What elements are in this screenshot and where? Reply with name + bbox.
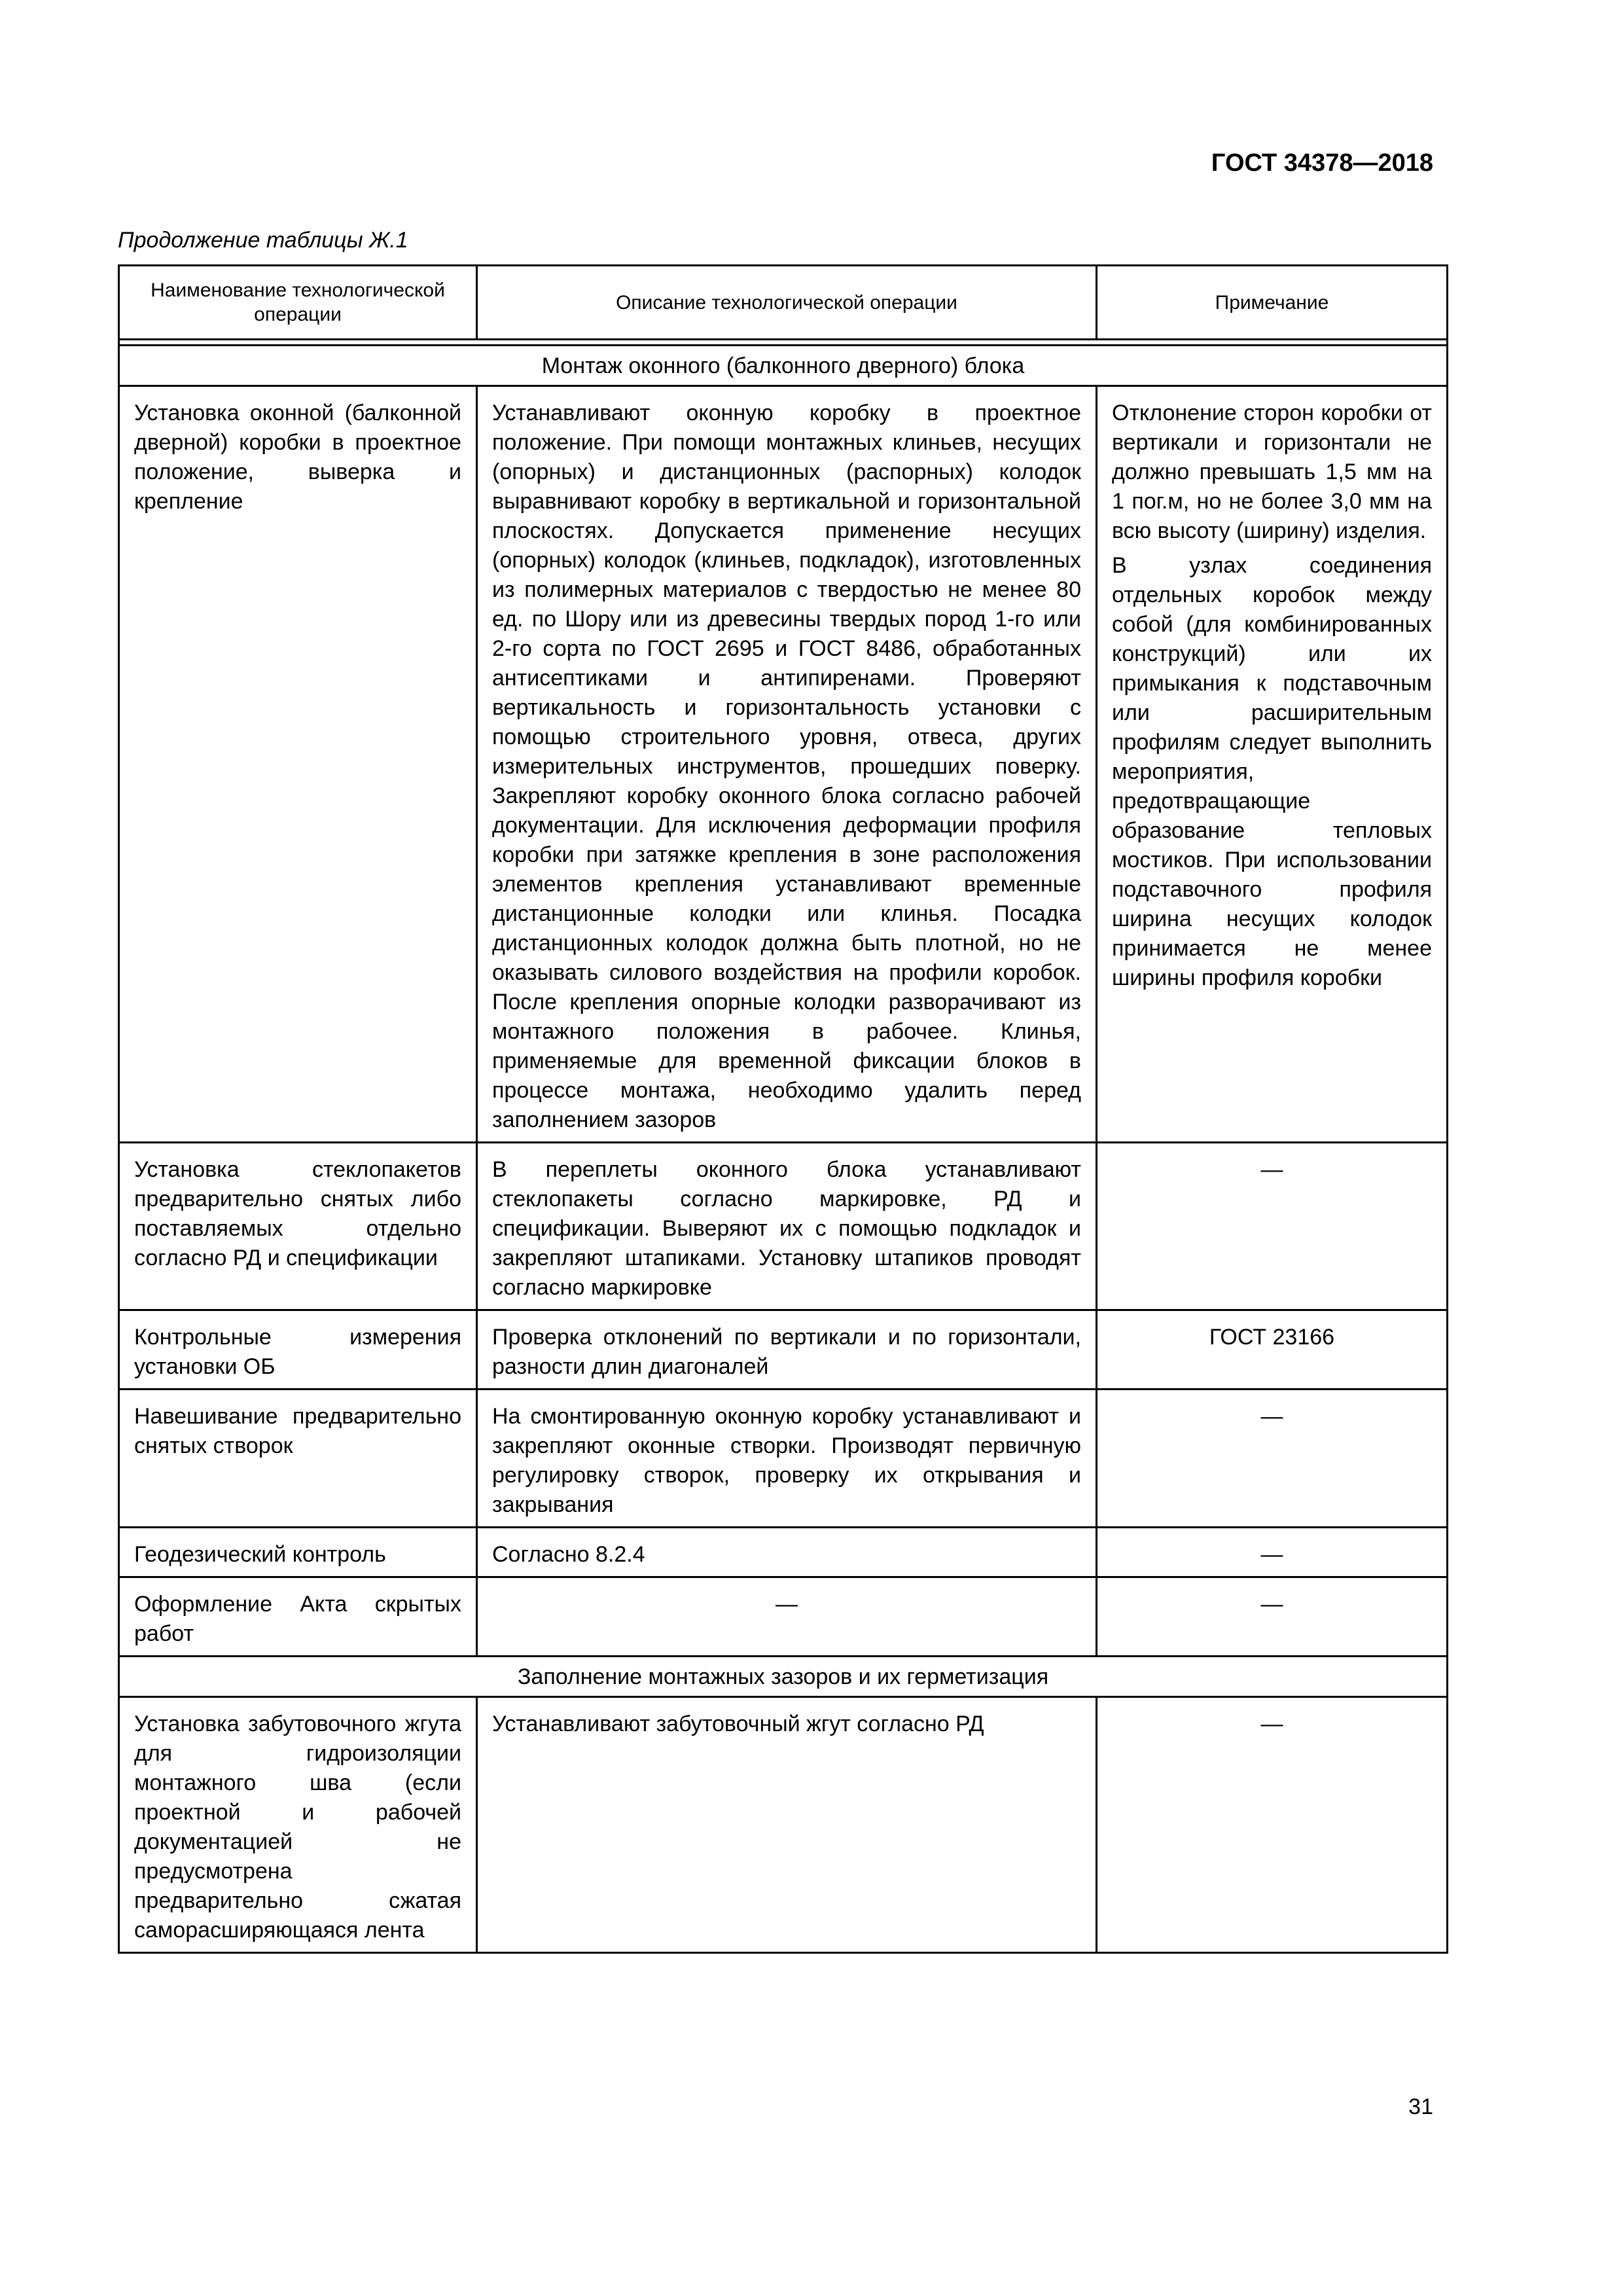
section-row (119, 1657, 1448, 1697)
operation-name-cell: Оформление Акта скрытых работ (119, 1577, 477, 1657)
section-row (119, 346, 1448, 386)
note-paragraph: Отклонение сторон коробки от вертикали и горизонтали не должно превышать 1,5 мм на 1 пог.м, но не более 3,0 мм на всю высоту (ширину) изделия. (1112, 401, 1432, 543)
operation-name-cell: Установка оконной (балконной дверной) коробки в проектное положение, выверка и крепление (119, 386, 477, 1143)
table-row (119, 386, 1448, 1143)
table-row (119, 1697, 1448, 1953)
column-header-note: Примечание (1097, 266, 1448, 340)
table-row (119, 1143, 1448, 1310)
description-cell: Согласно 8.2.4 (477, 1528, 1097, 1577)
description-cell: В переплеты оконного блока устанавливают стеклопакеты согласно маркировке, РД и спецификации. Выверяют их с помощью подкладок и закрепляют штапиками. Установку штапиков проводят согласно маркировке (477, 1143, 1097, 1310)
description-cell: Устанавливают забутовочный жгут согласно РД (477, 1697, 1097, 1953)
column-header-operation-name: Наименование технологической операции (119, 266, 477, 340)
section-title: Заполнение монтажных зазоров и их герметизация (119, 1657, 1448, 1697)
note-cell: ГОСТ 23166 (1097, 1310, 1448, 1390)
table-row (119, 1577, 1448, 1657)
header-separator-cell (119, 340, 1448, 346)
operations-table (118, 264, 1448, 1954)
description-cell: Проверка отклонений по вертикали и по горизонтали, разности длин диагоналей (477, 1310, 1097, 1390)
note-cell: — (1097, 1390, 1448, 1528)
description-cell: Устанавливают оконную коробку в проектное положение. При помощи монтажных клиньев, несущих (опорных) и дистанционных (распорных) колодок выравнивают коробку в вертикальной и горизонтальной плоскостях. Допускается применение несущих (опорных) колодок (клиньев, подкладок), изготовленных из полимерных материалов с твердостью не менее 80 ед. по Шору или из древесины твердых пород 1-го или 2-го сорта по ГОСТ 2695 и ГОСТ 8486, обработанных антисептиками и антипиренами. Проверяют вертикальность и горизонтальность установки с помощью строительного уровня, отвеса, других измерительных инструментов, прошедших поверку. Закрепляют коробку оконного блока согласно рабочей документации. Для исключения деформации профиля коробки при затяжке крепления в зоне расположения элементов крепления устанавливают временные дистанционные колодки или клинья. Посадка дистанционных колодок должна быть плотной, но не оказывать силового воздействия на профили коробок. После крепления опорные колодки разворачивают из монтажного положения в рабочее. Клинья, применяемые для временной фиксации блоков в процессе монтажа, необходимо удалить перед заполнением зазоров (477, 386, 1097, 1143)
table-row (119, 1528, 1448, 1577)
operation-name-cell: Установка стеклопакетов предварительно снятых либо поставляемых отдельно согласно РД и спецификации (119, 1143, 477, 1310)
note-cell: — (1097, 1528, 1448, 1577)
operation-name-cell: Навешивание предварительно снятых створок (119, 1390, 477, 1528)
description-cell: На смонтированную оконную коробку устанавливают и закрепляют оконные створки. Производят первичную регулировку створок, проверку их открывания и закрывания (477, 1390, 1097, 1528)
table-caption: Продолжение таблицы Ж.1 (118, 228, 408, 253)
note-cell: — (1097, 1577, 1448, 1657)
note-cell: — (1097, 1143, 1448, 1310)
document-code: ГОСТ 34378—2018 (1211, 149, 1433, 177)
section-title: Монтаж оконного (балконного дверного) блока (119, 346, 1448, 386)
page-number: 31 (1408, 2094, 1433, 2119)
table-row (119, 1310, 1448, 1390)
note-cell (1097, 386, 1448, 1143)
operation-name-cell: Установка забутовочного жгута для гидроизоляции монтажного шва (если проектной и рабочей документацией не предусмотрена предварительно сжатая саморасширяющаяся лента (119, 1697, 477, 1953)
table-row (119, 1390, 1448, 1528)
operation-name-cell: Контрольные измерения установки ОБ (119, 1310, 477, 1390)
table-header-row (119, 266, 1448, 340)
description-cell: — (477, 1577, 1097, 1657)
header-separator (119, 340, 1448, 346)
note-paragraph: В узлах соединения отдельных коробок между собой (для комбинированных конструкций) или их примыкания к подставочным или расширительным профилям следует выполнить мероприятия, предотвращающие образование тепловых мостиков. При использовании подставочного профиля ширина несущих колодок принимается не менее ширины профиля коробки (1112, 553, 1432, 990)
operation-name-cell: Геодезический контроль (119, 1528, 477, 1577)
column-header-description: Описание технологической операции (477, 266, 1097, 340)
note-cell: — (1097, 1697, 1448, 1953)
